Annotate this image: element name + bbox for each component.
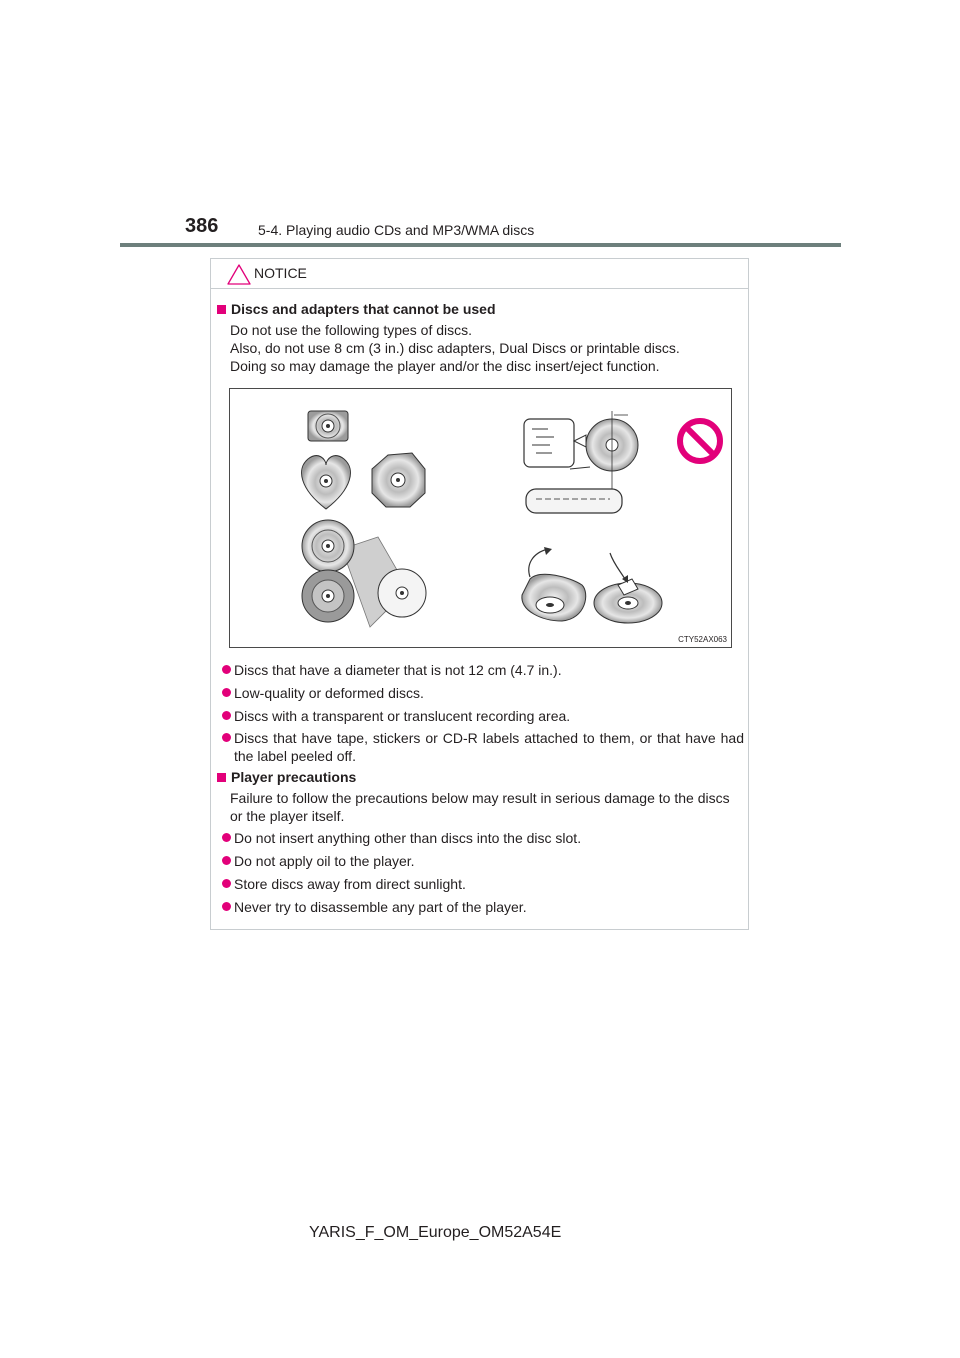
bullet-dot-icon <box>222 879 231 888</box>
page-number: 386 <box>185 215 219 237</box>
notice-box <box>210 258 749 930</box>
notice-header <box>211 259 748 289</box>
discs-intro <box>230 321 743 375</box>
bullet-dot-icon <box>222 711 231 720</box>
discs-heading <box>217 301 496 317</box>
list-item <box>222 661 744 679</box>
prohibited-icon <box>680 421 720 461</box>
unusable-discs-figure <box>229 388 732 648</box>
bullet-dot-icon <box>222 833 231 842</box>
list-item <box>222 684 744 702</box>
list-item-text: Discs that have a diameter that is not 12 cm (4.7 in.). <box>234 662 562 678</box>
bullet-dot-icon <box>222 733 231 742</box>
list-item-text: Low-quality or deformed discs. <box>234 685 424 701</box>
octagon-disc-icon <box>372 453 425 507</box>
bullet-dot-icon <box>222 688 231 697</box>
list-item-text: Store discs away from direct sunlight. <box>234 876 466 892</box>
list-item <box>222 875 744 893</box>
list-item-text: Do not apply oil to the player. <box>234 853 415 869</box>
square-disc-icon <box>308 411 348 441</box>
translucent-discs-icon <box>302 520 426 627</box>
bullet-dot-icon <box>222 902 231 911</box>
intro-line: Do not use the following types of discs. <box>230 322 473 338</box>
warning-triangle-icon <box>227 264 251 285</box>
list-item <box>222 898 744 916</box>
player-heading <box>217 769 356 785</box>
list-item-text: Do not insert anything other than discs into the disc slot. <box>234 830 582 846</box>
list-item-text: Discs with a transparent or translucent recording area. <box>234 708 571 724</box>
deformed-disc-icon <box>524 411 638 513</box>
list-item <box>222 729 744 765</box>
section-title: 5-4. Playing audio CDs and MP3/WMA discs <box>258 222 535 238</box>
peeled-label-discs-icon <box>522 547 662 623</box>
discs-heading-text: Discs and adapters that cannot be used <box>231 301 496 317</box>
notice-label: NOTICE <box>254 265 307 281</box>
document-code: YARIS_F_OM_Europe_OM52A54E <box>309 1224 562 1241</box>
header-rule <box>120 243 841 247</box>
list-item <box>222 829 744 847</box>
list-item <box>222 707 744 725</box>
list-item-text: Discs that have tape, stickers or CD-R labels attached to them, or that have had the label peeled off. <box>234 730 744 764</box>
bullet-dot-icon <box>222 856 231 865</box>
intro-line: Doing so may damage the player and/or the disc insert/eject function. <box>230 358 660 374</box>
figure-code: CTY52AX063 <box>678 635 727 644</box>
heading-square-icon <box>217 773 226 782</box>
bullet-dot-icon <box>222 665 231 674</box>
intro-line: Also, do not use 8 cm (3 in.) disc adapters, Dual Discs or printable discs. <box>230 340 680 356</box>
list-item <box>222 852 744 870</box>
list-item-text: Never try to disassemble any part of the player. <box>234 899 527 915</box>
heart-disc-icon <box>302 456 351 509</box>
heading-square-icon <box>217 305 226 314</box>
player-heading-text: Player precautions <box>231 769 357 785</box>
discs-illustration <box>230 389 733 649</box>
player-intro <box>230 789 745 825</box>
player-intro-text: Failure to follow the precautions below may result in serious damage to the discs or the player itself. <box>230 790 730 824</box>
